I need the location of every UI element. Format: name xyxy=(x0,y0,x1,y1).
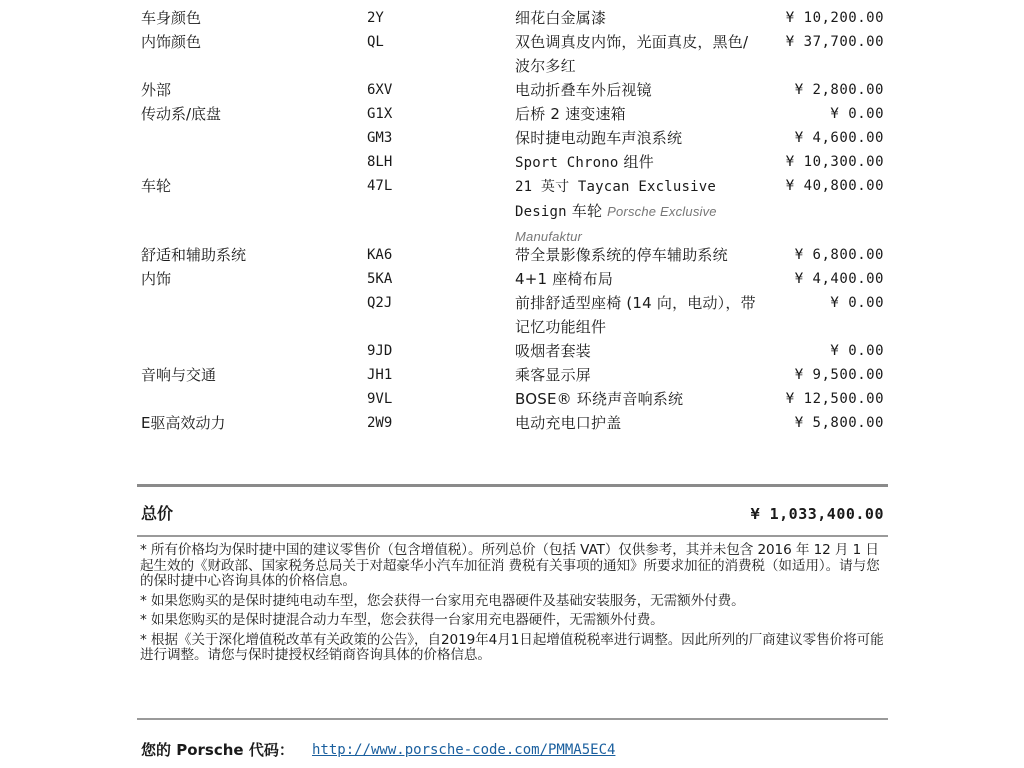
option-code: JH1 xyxy=(367,367,393,383)
option-description: 电动折叠车外后视镜 xyxy=(515,81,652,99)
option-price: ¥ 6,800.00 xyxy=(794,247,884,263)
option-code: G1X xyxy=(367,106,393,122)
option-code: GM3 xyxy=(367,130,393,146)
footnote: * 如果您购买的是保时捷混合动力车型，您会获得一台家用充电器硬件，无需额外付费。 xyxy=(140,612,664,628)
option-description: 前排舒适型座椅 (14 向，电动），带记忆功能组件 xyxy=(515,294,756,336)
option-code: 6XV xyxy=(367,82,393,98)
footnote: * 根据《关于深化增值税改革有关政策的公告》，自2019年4月1日起增值税税率进行调整。因此所列的厂商建议零售价将可能进行调整。请您与保时捷授权经销商咨询具体的价格信息。 xyxy=(140,631,884,663)
option-category: 舒适和辅助系统 xyxy=(141,246,247,264)
option-category: 车身颜色 xyxy=(141,9,202,27)
option-category: E驱高效动力 xyxy=(141,414,226,432)
option-price: ¥ 12,500.00 xyxy=(785,391,884,407)
porsche-code-label: 您的 Porsche 代码： xyxy=(141,741,294,759)
option-category: 内饰 xyxy=(141,270,172,288)
option-description: 带全景影像系统的停车辅助系统 xyxy=(515,246,728,264)
option-price: ¥ 9,500.00 xyxy=(794,367,884,383)
option-description-note: Porsche Exclusive Manufaktur xyxy=(515,204,717,244)
option-description-text: 车轮 xyxy=(566,202,608,220)
option-price: ¥ 40,800.00 xyxy=(785,178,884,194)
divider xyxy=(137,535,888,537)
option-description-text: 组件 xyxy=(618,153,654,171)
option-price: ¥ 0.00 xyxy=(830,295,884,311)
option-category: 内饰颜色 xyxy=(141,33,202,51)
option-price: ¥ 4,600.00 xyxy=(794,130,884,146)
option-description xyxy=(515,174,763,249)
option-price: ¥ 10,200.00 xyxy=(785,10,884,26)
divider xyxy=(137,718,888,720)
option-category: 传动系/底盘 xyxy=(141,105,222,123)
option-category: 音响与交通 xyxy=(141,366,217,384)
divider xyxy=(137,484,888,487)
option-code: KA6 xyxy=(367,247,393,263)
option-code: 9JD xyxy=(367,343,393,359)
option-price: ¥ 5,800.00 xyxy=(794,415,884,431)
total-label: 总价 xyxy=(141,504,174,523)
option-description: BOSE® 环绕声音响系统 xyxy=(515,390,684,408)
option-code: 5KA xyxy=(367,271,393,287)
porsche-code-link[interactable]: http://www.porsche-code.com/PMMA5EC4 xyxy=(312,742,616,758)
option-price: ¥ 37,700.00 xyxy=(785,34,884,50)
option-description-model: 21 英寸 Taycan Exclusive Design xyxy=(515,179,716,220)
option-code: 8LH xyxy=(367,154,393,170)
option-code: 2Y xyxy=(367,10,384,26)
option-description: 电动充电口护盖 xyxy=(515,414,622,432)
option-price: ¥ 0.00 xyxy=(830,343,884,359)
option-description: 4+1 座椅布局 xyxy=(515,270,614,288)
option-category: 外部 xyxy=(141,81,172,99)
footnotes xyxy=(140,543,885,668)
option-price: ¥ 2,800.00 xyxy=(794,82,884,98)
option-category: 车轮 xyxy=(141,177,172,195)
option-description-model: Sport Chrono xyxy=(515,155,619,171)
total-value: ¥ 1,033,400.00 xyxy=(750,505,884,523)
footnote: * 所有价格均为保时捷中国的建议零售价（包含增值税）。所列总价（包括 VAT）仅供参考，其并未包含 2016 年 12 月 1 日起生效的《财政部、国家税务总局关于对超豪华小汽车加征消 费税有关事项的通知》所要求加征的消费税（如适用）。请与您的保时捷中心咨询具体的价格信息。 xyxy=(140,542,880,589)
option-description: 双色调真皮内饰，光面真皮，黑色/波尔多红 xyxy=(515,33,749,75)
option-description xyxy=(515,150,763,175)
option-description: 乘客显示屏 xyxy=(515,366,592,384)
option-code: QL xyxy=(367,34,384,50)
footnote: * 如果您购买的是保时捷纯电动车型，您会获得一台家用充电器硬件及基础安装服务，无需额外付费。 xyxy=(140,592,745,609)
option-price: ¥ 10,300.00 xyxy=(785,154,884,170)
option-description: 保时捷电动跑车声浪系统 xyxy=(515,129,683,147)
option-price: ¥ 4,400.00 xyxy=(794,271,884,287)
option-code: 2W9 xyxy=(367,415,393,431)
option-price: ¥ 0.00 xyxy=(830,106,884,122)
option-description: 细花白金属漆 xyxy=(515,9,607,27)
option-description: 后桥 2 速变速箱 xyxy=(515,105,626,123)
option-code: 9VL xyxy=(367,391,393,407)
option-code: Q2J xyxy=(367,295,393,311)
option-description: 吸烟者套装 xyxy=(515,342,592,360)
option-code: 47L xyxy=(367,178,393,194)
